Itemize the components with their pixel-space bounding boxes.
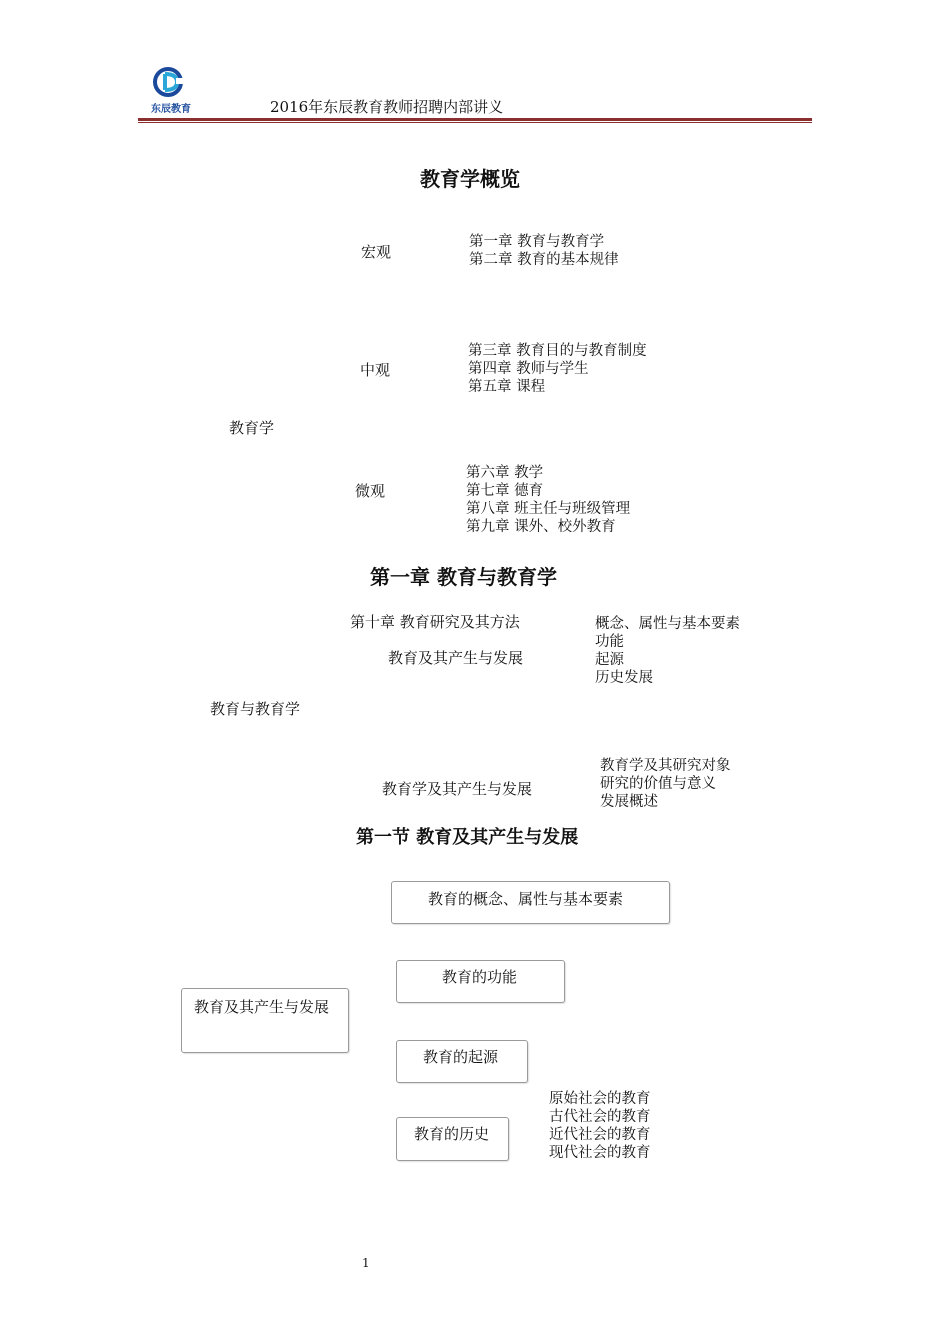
meso-chapter-list <box>468 342 647 396</box>
chapter1-root-label: 教育与教育学 <box>210 700 301 718</box>
logo-text: 东辰教育 <box>151 104 191 115</box>
function-box <box>396 960 565 1003</box>
section1-title: 第一节 教育及其产生与发展 <box>356 827 579 848</box>
list-item: 第八章 班主任与班级管理 <box>466 501 631 517</box>
micro-label: 微观 <box>355 482 386 500</box>
list-item: 第六章 教学 <box>466 465 544 481</box>
origin-box-label: 教育的起源 <box>423 1048 499 1066</box>
function-box-label: 教育的功能 <box>442 968 518 986</box>
branch-pedagogy-items <box>600 757 731 811</box>
concept-box <box>391 881 670 924</box>
branch-education-items <box>595 615 740 687</box>
concept-box-label: 教育的概念、属性与基本要素 <box>428 890 624 908</box>
list-item: 发展概述 <box>600 794 658 810</box>
list-item: 第九章 课外、校外教育 <box>466 519 616 535</box>
header-title: 2016年东辰教育教师招聘内部讲义 <box>270 98 504 116</box>
history-box-label: 教育的历史 <box>414 1125 490 1143</box>
list-item: 概念、属性与基本要素 <box>595 616 740 632</box>
list-item: 现代社会的教育 <box>549 1145 651 1161</box>
root-box <box>181 988 349 1053</box>
list-item: 功能 <box>595 634 624 650</box>
list-item: 第五章 课程 <box>468 379 546 395</box>
list-item: 起源 <box>595 652 624 668</box>
root-box-label: 教育及其产生与发展 <box>194 998 330 1016</box>
chapter1-title: 第一章 教育与教育学 <box>370 565 557 589</box>
list-item: 历史发展 <box>595 670 653 686</box>
origin-box <box>396 1040 528 1083</box>
micro-chapter-list <box>466 464 630 536</box>
overview-title: 教育学概览 <box>420 167 520 191</box>
list-item: 第一章 教育与教育学 <box>469 234 605 250</box>
logo <box>146 66 196 114</box>
meso-label: 中观 <box>360 361 391 379</box>
list-item: 第三章 教育目的与教育制度 <box>468 343 647 359</box>
header-rule-thin <box>138 122 812 123</box>
list-item: 研究的价值与意义 <box>600 776 716 792</box>
chapter10-label: 第十章 教育研究及其方法 <box>350 613 520 631</box>
list-item: 原始社会的教育 <box>549 1091 651 1107</box>
header-rule-thick <box>138 118 812 121</box>
overview-root-label: 教育学 <box>229 419 275 437</box>
branch-education-label: 教育及其产生与发展 <box>388 649 524 667</box>
list-item: 教育学及其研究对象 <box>600 758 731 774</box>
history-items <box>549 1090 651 1162</box>
page-number: 1 <box>362 1256 370 1270</box>
list-item: 第四章 教师与学生 <box>468 361 589 377</box>
list-item: 古代社会的教育 <box>549 1109 651 1125</box>
macro-label: 宏观 <box>361 243 392 261</box>
history-box <box>396 1117 509 1161</box>
logo-mark-icon <box>146 66 196 102</box>
macro-chapter-list <box>469 233 619 269</box>
branch-pedagogy-label: 教育学及其产生与发展 <box>382 780 533 798</box>
list-item: 第二章 教育的基本规律 <box>469 252 619 268</box>
list-item: 第七章 德育 <box>466 483 544 499</box>
list-item: 近代社会的教育 <box>549 1127 651 1143</box>
